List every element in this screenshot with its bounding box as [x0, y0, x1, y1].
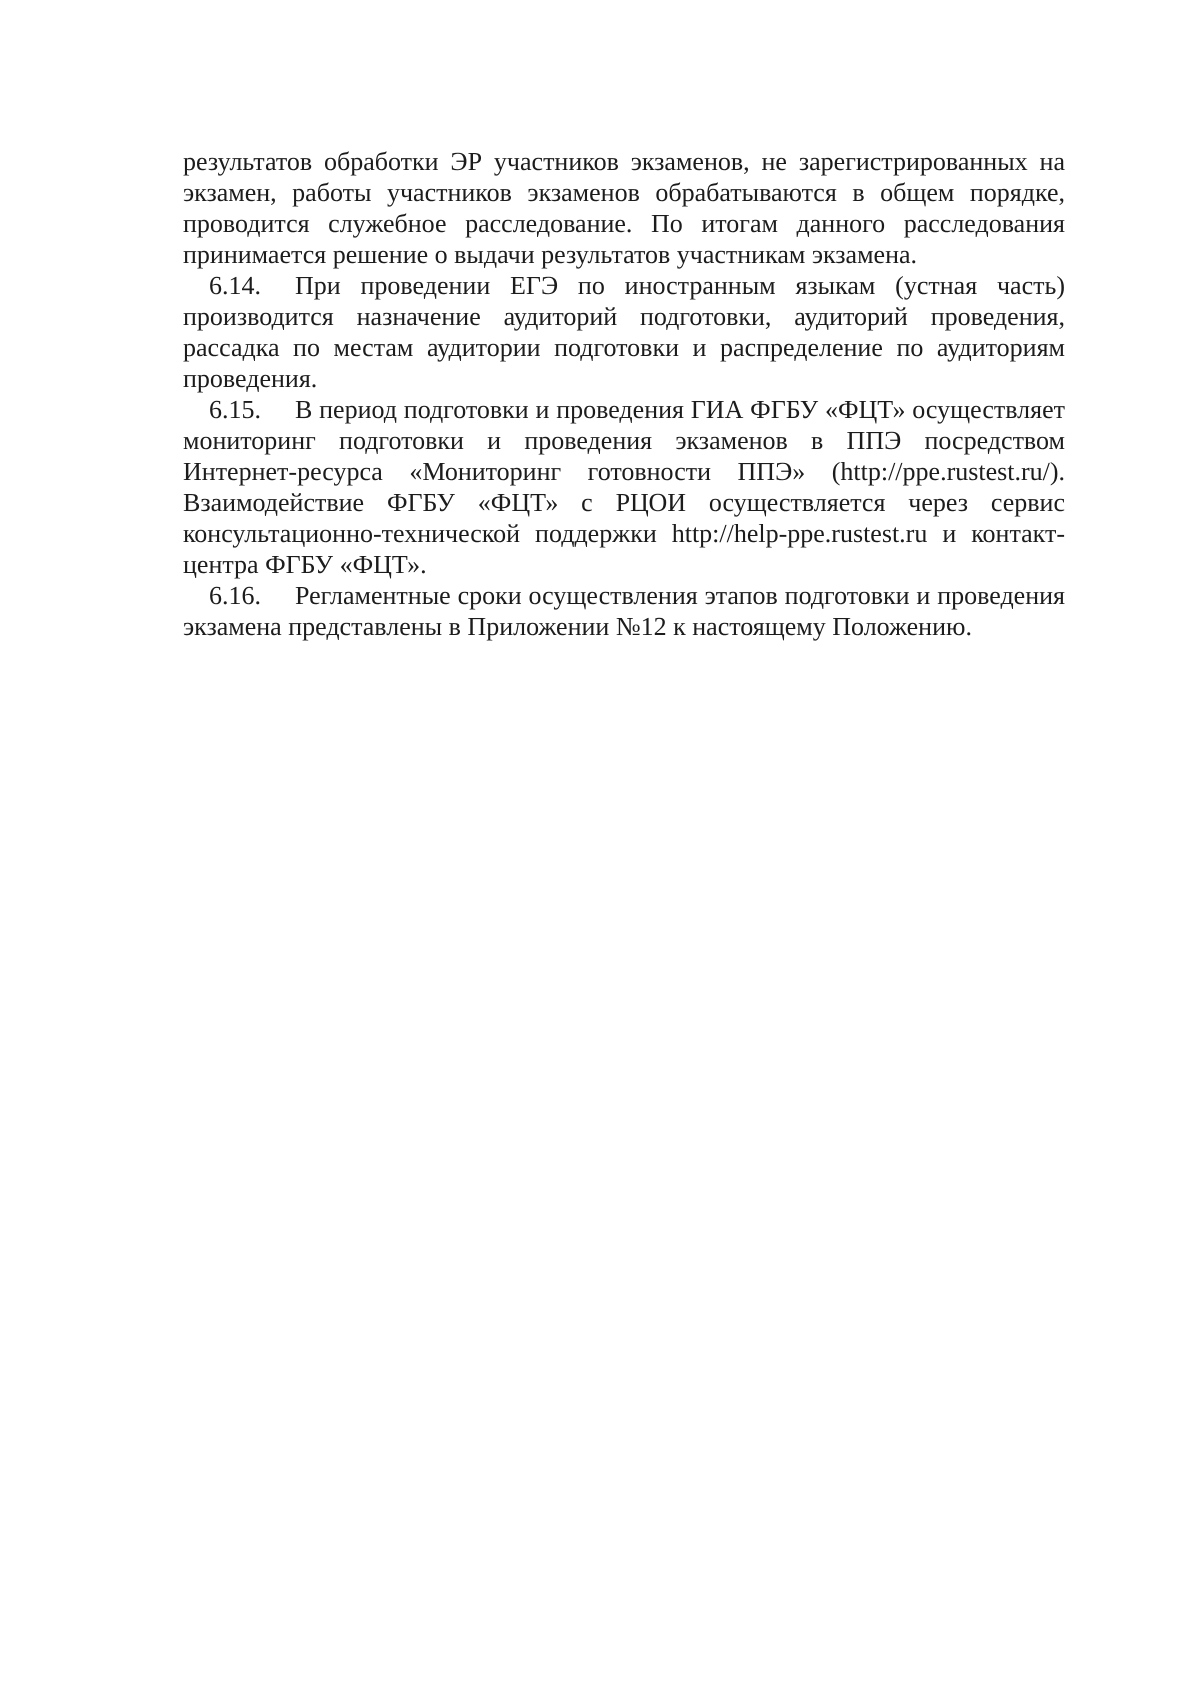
paragraph-text: В период подготовки и проведения ГИА ФГБУ «ФЦТ» осуществляет мониторинг подготовки и проведения экзаменов в ППЭ посредством Интернет-ресурса «Мониторинг готовности ППЭ» (http://ppe.rustest.ru/). Взаимодействие ФГБУ «ФЦТ» с РЦОИ осуществляется через сервис консультационно-технической поддержки http://help-ppe.rustest.ru и контакт-центра ФГБУ «ФЦТ».: [183, 395, 1065, 579]
paragraph-number: 6.15.: [209, 395, 261, 424]
paragraph-continuation: [183, 146, 1065, 270]
paragraph-6-15: [183, 394, 1065, 580]
paragraph-6-16: [183, 580, 1065, 642]
paragraph-text: При проведении ЕГЭ по иностранным языкам (устная часть) производится назначение аудиторий подготовки, аудиторий проведения, рассадка по местам аудитории подготовки и распределение по аудиториям проведения.: [183, 271, 1065, 393]
paragraph-number: 6.16.: [209, 581, 261, 610]
paragraph-number: 6.14.: [209, 271, 261, 300]
paragraph-text: результатов обработки ЭР участников экзаменов, не зарегистрированных на экзамен, работы участников экзаменов обрабатываются в общем порядке, проводится служебное расследование. По итогам данного расследования принимается решение о выдачи результатов участникам экзамена.: [183, 147, 1065, 269]
document-body: [183, 146, 1065, 642]
paragraph-6-14: [183, 270, 1065, 394]
paragraph-text: Регламентные сроки осуществления этапов подготовки и проведения экзамена представлены в Приложении №12 к настоящему Положению.: [183, 581, 1065, 641]
